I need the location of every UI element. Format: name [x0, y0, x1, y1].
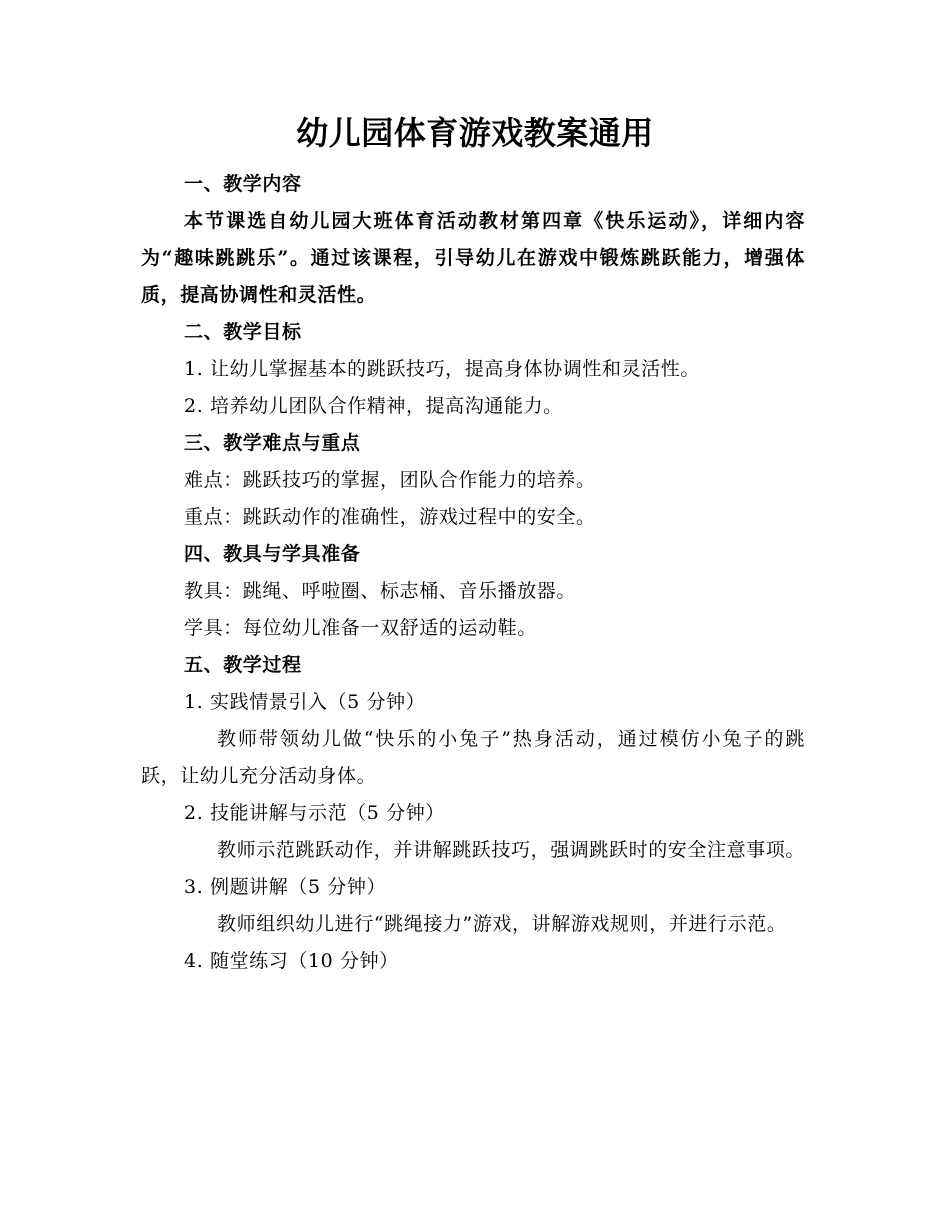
key-point-text: 重点：跳跃动作的准确性，游戏过程中的安全。 [184, 506, 596, 528]
process-step-title: 2. 技能讲解与示范（5 分钟） [184, 802, 445, 824]
goal-item-2: 2. 培养幼儿团队合作精神，提高沟通能力。 [184, 395, 563, 417]
process-step-title: 1. 实践情景引入（5 分钟） [184, 691, 426, 713]
teaching-aids-text: 教具：跳绳、呼啦圈、标志桶、音乐播放器。 [184, 580, 577, 602]
document-body [141, 166, 805, 980]
learning-aids-text: 学具：每位幼儿准备一双舒适的运动鞋。 [184, 617, 537, 639]
process-step-body: 教师带领幼儿做“快乐的小兔子”热身活动，通过模仿小兔子的跳跃，让幼儿充分活动身体。 [141, 728, 805, 787]
section-heading-teaching-content: 一、教学内容 [184, 173, 302, 195]
section-heading-difficulties: 三、教学难点与重点 [184, 432, 361, 454]
difficulty-text: 难点：跳跃技巧的掌握，团队合作能力的培养。 [184, 469, 596, 491]
goal-item-1: 1. 让幼儿掌握基本的跳跃技巧，提高身体协调性和灵活性。 [184, 358, 700, 380]
process-step-body: 教师组织幼儿进行“跳绳接力”游戏，讲解游戏规则，并进行示范。 [217, 913, 787, 935]
section-heading-process: 五、教学过程 [184, 654, 302, 676]
teaching-content-paragraph: 本节课选自幼儿园大班体育活动教材第四章《快乐运动》，详细内容为“趣味跳跳乐”。通过该课程，引导幼儿在游戏中锻炼跳跃能力，增强体质，提高协调性和灵活性。 [141, 210, 805, 306]
process-step-body: 教师示范跳跃动作，并讲解跳跃技巧，强调跳跃时的安全注意事项。 [217, 839, 806, 861]
document-title: 幼儿园体育游戏教案通用 [296, 114, 654, 152]
process-step-title: 4. 随堂练习（10 分钟） [184, 950, 399, 972]
section-heading-teaching-goals: 二、教学目标 [184, 321, 302, 343]
process-step-title: 3. 例题讲解（5 分钟） [184, 876, 387, 898]
section-heading-materials: 四、教具与学具准备 [184, 543, 361, 565]
